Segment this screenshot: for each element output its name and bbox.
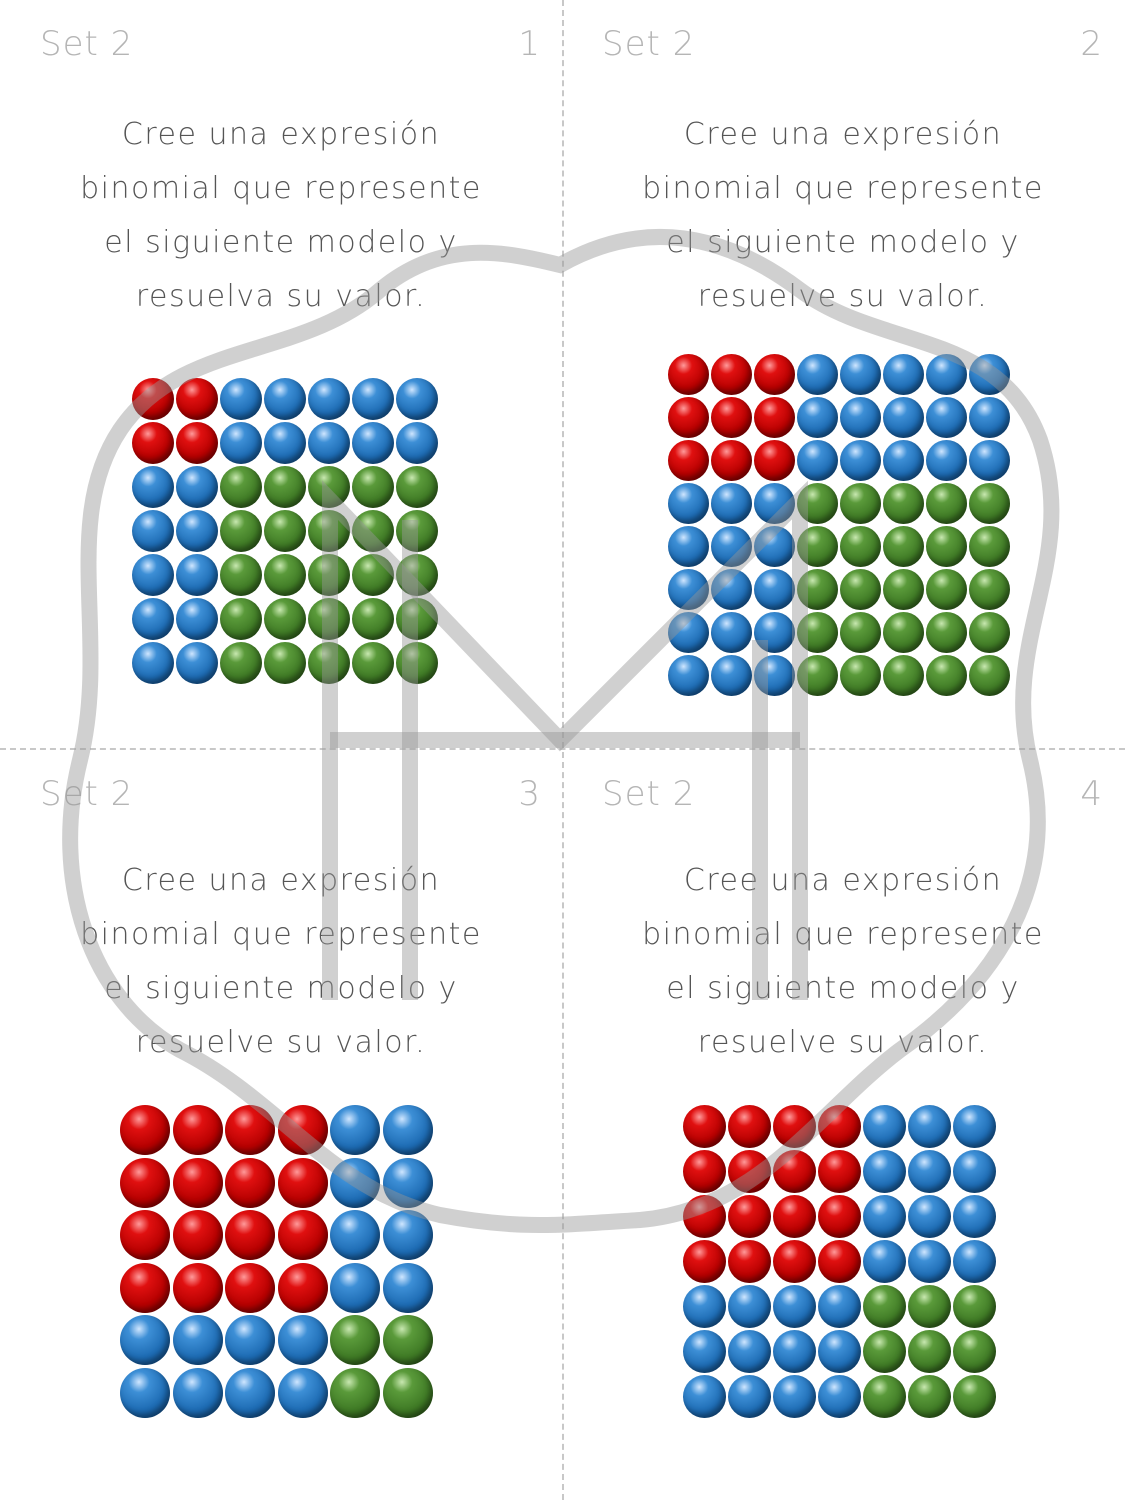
- green-bead: [797, 612, 838, 653]
- green-bead: [383, 1315, 433, 1365]
- green-bead: [396, 554, 438, 596]
- set-label: Set 2: [602, 774, 696, 814]
- red-bead: [728, 1195, 771, 1238]
- green-bead: [220, 642, 262, 684]
- green-bead: [797, 655, 838, 696]
- green-bead: [308, 510, 350, 552]
- green-bead: [840, 483, 881, 524]
- blue-bead: [908, 1240, 951, 1283]
- prompt-line: resuelva su valor.: [135, 279, 427, 314]
- red-bead: [120, 1105, 170, 1155]
- red-bead: [173, 1210, 223, 1260]
- blue-bead: [225, 1368, 275, 1418]
- red-bead: [132, 378, 174, 420]
- blue-bead: [668, 655, 709, 696]
- green-bead: [883, 655, 924, 696]
- blue-bead: [754, 483, 795, 524]
- blue-bead: [908, 1105, 951, 1148]
- blue-bead: [754, 569, 795, 610]
- set-label: Set 2: [40, 774, 134, 814]
- blue-bead: [926, 397, 967, 438]
- green-bead: [953, 1330, 996, 1373]
- red-bead: [754, 397, 795, 438]
- red-bead: [711, 397, 752, 438]
- blue-bead: [120, 1368, 170, 1418]
- red-bead: [683, 1240, 726, 1283]
- blue-bead: [953, 1195, 996, 1238]
- red-bead: [773, 1105, 816, 1148]
- red-bead: [728, 1105, 771, 1148]
- green-bead: [840, 526, 881, 567]
- red-bead: [173, 1263, 223, 1313]
- green-bead: [383, 1368, 433, 1418]
- blue-bead: [863, 1150, 906, 1193]
- red-bead: [754, 354, 795, 395]
- green-bead: [308, 466, 350, 508]
- red-bead: [818, 1195, 861, 1238]
- prompt-line: binomial que represente: [642, 917, 1044, 952]
- green-bead: [863, 1375, 906, 1418]
- green-bead: [264, 554, 306, 596]
- blue-bead: [711, 569, 752, 610]
- blue-bead: [668, 483, 709, 524]
- green-bead: [352, 554, 394, 596]
- prompt-line: binomial que represente: [80, 917, 482, 952]
- blue-bead: [308, 422, 350, 464]
- blue-bead: [176, 466, 218, 508]
- red-bead: [225, 1210, 275, 1260]
- blue-bead: [176, 554, 218, 596]
- green-bead: [330, 1315, 380, 1365]
- green-bead: [308, 598, 350, 640]
- green-bead: [396, 598, 438, 640]
- prompt-line: Cree una expresión: [683, 117, 1003, 152]
- red-bead: [668, 354, 709, 395]
- blue-bead: [773, 1285, 816, 1328]
- blue-bead: [711, 612, 752, 653]
- blue-bead: [969, 397, 1010, 438]
- green-bead: [220, 510, 262, 552]
- green-bead: [863, 1330, 906, 1373]
- blue-bead: [683, 1285, 726, 1328]
- blue-bead: [883, 440, 924, 481]
- blue-bead: [773, 1375, 816, 1418]
- green-bead: [264, 642, 306, 684]
- red-bead: [668, 440, 709, 481]
- red-bead: [818, 1240, 861, 1283]
- blue-bead: [396, 422, 438, 464]
- blue-bead: [225, 1315, 275, 1365]
- green-bead: [352, 598, 394, 640]
- green-bead: [953, 1285, 996, 1328]
- blue-bead: [120, 1315, 170, 1365]
- green-bead: [840, 655, 881, 696]
- blue-bead: [969, 440, 1010, 481]
- blue-bead: [220, 422, 262, 464]
- green-bead: [840, 612, 881, 653]
- blue-bead: [176, 510, 218, 552]
- prompt-line: el siguiente modelo y: [104, 971, 458, 1006]
- blue-bead: [330, 1158, 380, 1208]
- red-bead: [278, 1263, 328, 1313]
- blue-bead: [818, 1375, 861, 1418]
- card-prompt: [0, 108, 562, 324]
- red-bead: [120, 1263, 170, 1313]
- green-bead: [926, 526, 967, 567]
- blue-bead: [711, 526, 752, 567]
- green-bead: [264, 598, 306, 640]
- blue-bead: [668, 526, 709, 567]
- blue-bead: [728, 1285, 771, 1328]
- green-bead: [969, 526, 1010, 567]
- blue-bead: [220, 378, 262, 420]
- red-bead: [225, 1263, 275, 1313]
- blue-bead: [383, 1210, 433, 1260]
- red-bead: [773, 1240, 816, 1283]
- blue-bead: [908, 1150, 951, 1193]
- task-card-3: [0, 750, 562, 1500]
- blue-bead: [797, 397, 838, 438]
- green-bead: [352, 466, 394, 508]
- card-prompt: [562, 854, 1124, 1070]
- blue-bead: [953, 1240, 996, 1283]
- blue-bead: [728, 1375, 771, 1418]
- blue-bead: [383, 1263, 433, 1313]
- green-bead: [883, 612, 924, 653]
- green-bead: [308, 554, 350, 596]
- red-bead: [773, 1195, 816, 1238]
- blue-bead: [840, 354, 881, 395]
- green-bead: [308, 642, 350, 684]
- blue-bead: [668, 569, 709, 610]
- green-bead: [220, 466, 262, 508]
- red-bead: [683, 1150, 726, 1193]
- prompt-line: el siguiente modelo y: [666, 971, 1020, 1006]
- blue-bead: [754, 526, 795, 567]
- blue-bead: [383, 1158, 433, 1208]
- blue-bead: [863, 1105, 906, 1148]
- green-bead: [883, 569, 924, 610]
- blue-bead: [953, 1105, 996, 1148]
- green-bead: [969, 483, 1010, 524]
- green-bead: [969, 569, 1010, 610]
- green-bead: [220, 554, 262, 596]
- green-bead: [908, 1375, 951, 1418]
- green-bead: [969, 655, 1010, 696]
- blue-bead: [773, 1330, 816, 1373]
- red-bead: [120, 1158, 170, 1208]
- prompt-line: Cree una expresión: [121, 863, 441, 898]
- blue-bead: [908, 1195, 951, 1238]
- blue-bead: [264, 422, 306, 464]
- blue-bead: [840, 440, 881, 481]
- prompt-line: binomial que represente: [80, 171, 482, 206]
- blue-bead: [683, 1330, 726, 1373]
- red-bead: [683, 1195, 726, 1238]
- green-bead: [926, 569, 967, 610]
- red-bead: [278, 1158, 328, 1208]
- blue-bead: [132, 642, 174, 684]
- green-bead: [863, 1285, 906, 1328]
- card-number: 4: [1080, 774, 1102, 814]
- red-bead: [728, 1150, 771, 1193]
- blue-bead: [926, 440, 967, 481]
- blue-bead: [969, 354, 1010, 395]
- prompt-line: resuelve su valor.: [697, 1025, 989, 1060]
- blue-bead: [132, 510, 174, 552]
- blue-bead: [883, 397, 924, 438]
- blue-bead: [176, 598, 218, 640]
- blue-bead: [683, 1375, 726, 1418]
- blue-bead: [278, 1315, 328, 1365]
- red-bead: [773, 1150, 816, 1193]
- blue-bead: [173, 1368, 223, 1418]
- red-bead: [728, 1240, 771, 1283]
- red-bead: [683, 1105, 726, 1148]
- blue-bead: [754, 655, 795, 696]
- red-bead: [668, 397, 709, 438]
- blue-bead: [711, 483, 752, 524]
- red-bead: [176, 378, 218, 420]
- green-bead: [264, 466, 306, 508]
- red-bead: [754, 440, 795, 481]
- green-bead: [926, 483, 967, 524]
- blue-bead: [818, 1330, 861, 1373]
- green-bead: [352, 642, 394, 684]
- red-bead: [120, 1210, 170, 1260]
- blue-bead: [330, 1263, 380, 1313]
- card-prompt: [0, 854, 562, 1070]
- green-bead: [908, 1285, 951, 1328]
- red-bead: [711, 440, 752, 481]
- green-bead: [396, 466, 438, 508]
- red-bead: [173, 1158, 223, 1208]
- prompt-line: resuelve su valor.: [697, 279, 989, 314]
- green-bead: [264, 510, 306, 552]
- red-bead: [132, 422, 174, 464]
- blue-bead: [668, 612, 709, 653]
- green-bead: [797, 526, 838, 567]
- blue-bead: [818, 1285, 861, 1328]
- red-bead: [176, 422, 218, 464]
- red-bead: [225, 1105, 275, 1155]
- blue-bead: [383, 1105, 433, 1155]
- green-bead: [883, 526, 924, 567]
- red-bead: [711, 354, 752, 395]
- blue-bead: [132, 554, 174, 596]
- green-bead: [220, 598, 262, 640]
- blue-bead: [352, 378, 394, 420]
- green-bead: [840, 569, 881, 610]
- blue-bead: [176, 642, 218, 684]
- blue-bead: [132, 466, 174, 508]
- blue-bead: [173, 1315, 223, 1365]
- green-bead: [330, 1368, 380, 1418]
- red-bead: [278, 1210, 328, 1260]
- green-bead: [352, 510, 394, 552]
- green-bead: [396, 510, 438, 552]
- blue-bead: [953, 1150, 996, 1193]
- blue-bead: [797, 440, 838, 481]
- blue-bead: [352, 422, 394, 464]
- blue-bead: [863, 1195, 906, 1238]
- blue-bead: [278, 1368, 328, 1418]
- task-card-2: [562, 0, 1124, 750]
- green-bead: [908, 1330, 951, 1373]
- prompt-line: el siguiente modelo y: [104, 225, 458, 260]
- blue-bead: [330, 1105, 380, 1155]
- green-bead: [926, 612, 967, 653]
- green-bead: [926, 655, 967, 696]
- blue-bead: [883, 354, 924, 395]
- prompt-line: binomial que represente: [642, 171, 1044, 206]
- red-bead: [173, 1105, 223, 1155]
- prompt-line: el siguiente modelo y: [666, 225, 1020, 260]
- green-bead: [797, 569, 838, 610]
- blue-bead: [754, 612, 795, 653]
- red-bead: [818, 1105, 861, 1148]
- prompt-line: Cree una expresión: [683, 863, 1003, 898]
- green-bead: [396, 642, 438, 684]
- blue-bead: [926, 354, 967, 395]
- prompt-line: Cree una expresión: [121, 117, 441, 152]
- set-label: Set 2: [602, 24, 696, 64]
- task-card-4: [562, 750, 1124, 1500]
- set-label: Set 2: [40, 24, 134, 64]
- prompt-line: resuelve su valor.: [135, 1025, 427, 1060]
- green-bead: [969, 612, 1010, 653]
- blue-bead: [396, 378, 438, 420]
- blue-bead: [711, 655, 752, 696]
- red-bead: [225, 1158, 275, 1208]
- card-number: 3: [518, 774, 540, 814]
- green-bead: [883, 483, 924, 524]
- green-bead: [797, 483, 838, 524]
- blue-bead: [797, 354, 838, 395]
- red-bead: [278, 1105, 328, 1155]
- card-prompt: [562, 108, 1124, 324]
- card-number: 1: [518, 24, 540, 64]
- blue-bead: [863, 1240, 906, 1283]
- blue-bead: [308, 378, 350, 420]
- task-card-1: [0, 0, 562, 750]
- blue-bead: [840, 397, 881, 438]
- green-bead: [953, 1375, 996, 1418]
- blue-bead: [264, 378, 306, 420]
- card-number: 2: [1080, 24, 1102, 64]
- blue-bead: [728, 1330, 771, 1373]
- red-bead: [818, 1150, 861, 1193]
- blue-bead: [132, 598, 174, 640]
- blue-bead: [330, 1210, 380, 1260]
